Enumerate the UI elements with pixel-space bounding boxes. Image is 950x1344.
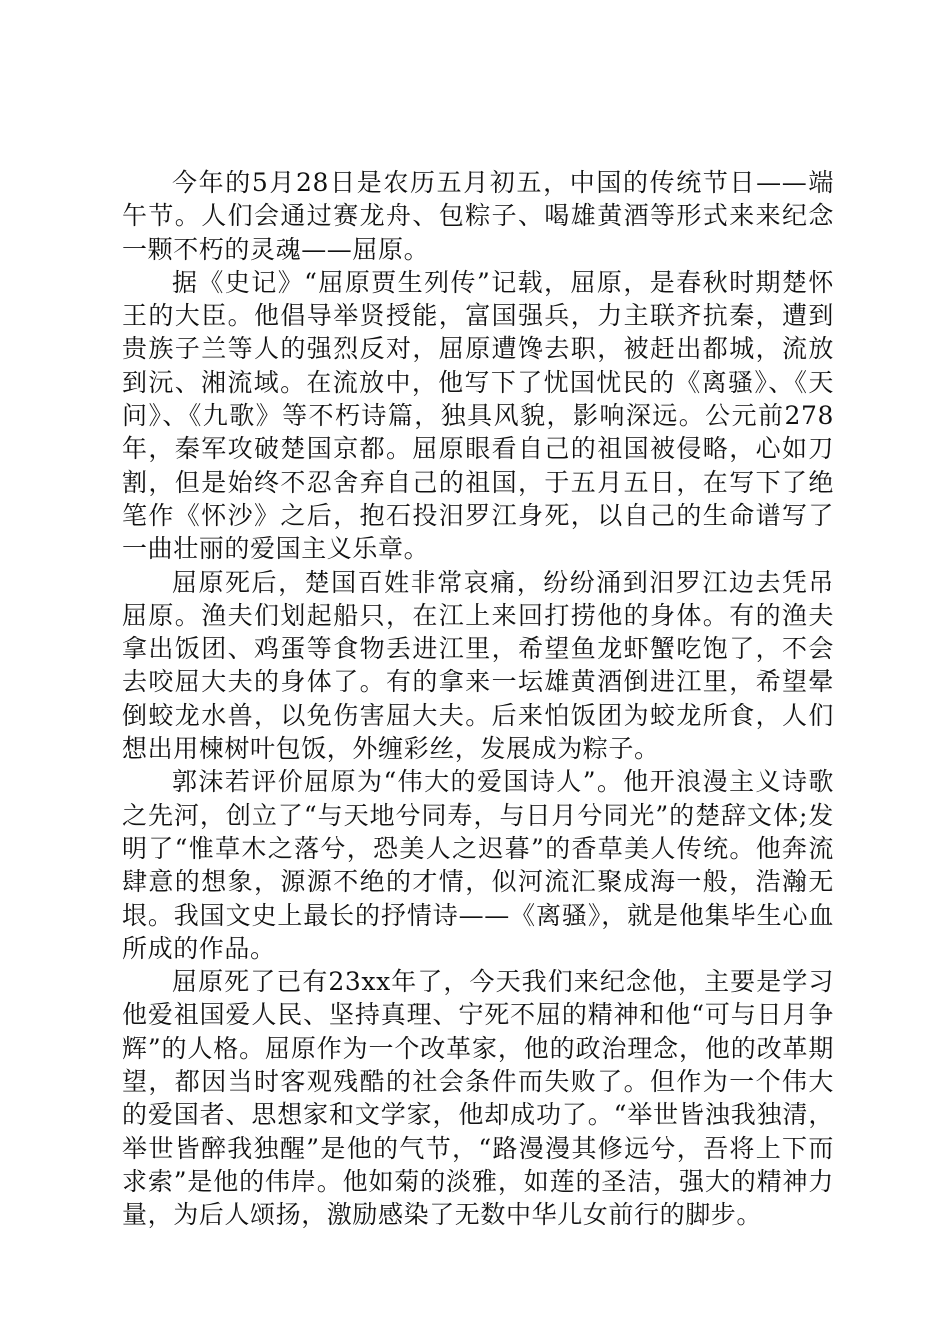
paragraph-zongzi-origin: 屈原死后，楚国百姓非常哀痛，纷纷涌到汨罗江边去凭吊屈原。渔夫们划起船只，在江上来回打捞他的身体。有的渔夫拿出饭团、鸡蛋等食物丢进江里，希望鱼龙虾蟹吃饱了，不会去咬屈大夫的身体了。有的拿来一坛雄黄酒倒进江里，希望晕倒蛟龙水兽，以免伤害屈大夫。后来怕饭团为蛟龙所食，人们想出用楝树叶包饭，外缠彩丝，发展成为粽子。 [122,567,834,764]
paragraph-commemoration: 屈原死了已有23xx年了，今天我们来纪念他，主要是学习他爱祖国爱人民、坚持真理、宁死不屈的精神和他“可与日月争辉”的人格。屈原作为一个改革家，他的政治理念，他的改革期望，都因当时客观残酷的社会条件而失败了。但作为一个伟大的爱国者、思想家和文学家，他却成功了。“举世皆浊我独清，举世皆醉我独醒”是他的气节，“路漫漫其修远兮，吾将上下而求索”是他的伟岸。他如菊的淡雅，如莲的圣洁，强大的精神力量，为后人颂扬，激励感染了无数中华儿女前行的脚步。 [122,967,834,1230]
document-body [122,166,834,1232]
paragraph-guo-moruo-evaluation: 郭沫若评价屈原为“伟大的爱国诗人”。他开浪漫主义诗歌之先河，创立了“与天地兮同寿，与日月兮同光”的楚辞文体;发明了“惟草木之落兮，恐美人之迟暮”的香草美人传统。他奔流肆意的想象，源源不绝的才情，似河流汇聚成海一般，浩瀚无垠。我国文史上最长的抒情诗——《离骚》，就是他集毕生心血所成的作品。 [122,767,834,963]
paragraph-shiji-biography: 据《史记》“屈原贾生列传”记载，屈原，是春秋时期楚怀王的大臣。他倡导举贤授能，富国强兵，力主联齐抗秦，遭到贵族子兰等人的强烈反对，屈原遭馋去职，被赶出都城，流放到沅、湘流域。在流放中，他写下了忧国忧民的《离骚》、《天问》、《九歌》等不朽诗篇，独具风貌，影响深远。公元前278年，秦军攻破楚国京都。屈原眼看自己的祖国被侵略，心如刀割，但是始终不忍舍弃自己的祖国，于五月五日，在写下了绝笔作《怀沙》之后，抱石投汨罗江身死，以自己的生命谱写了一曲壮丽的爱国主义乐章。 [122,267,834,564]
paragraph-duanwu-intro: 今年的5月28日是农历五月初五，中国的传统节日——端午节。人们会通过赛龙舟、包粽子、喝雄黄酒等形式来来纪念一颗不朽的灵魂——屈原。 [122,168,834,264]
